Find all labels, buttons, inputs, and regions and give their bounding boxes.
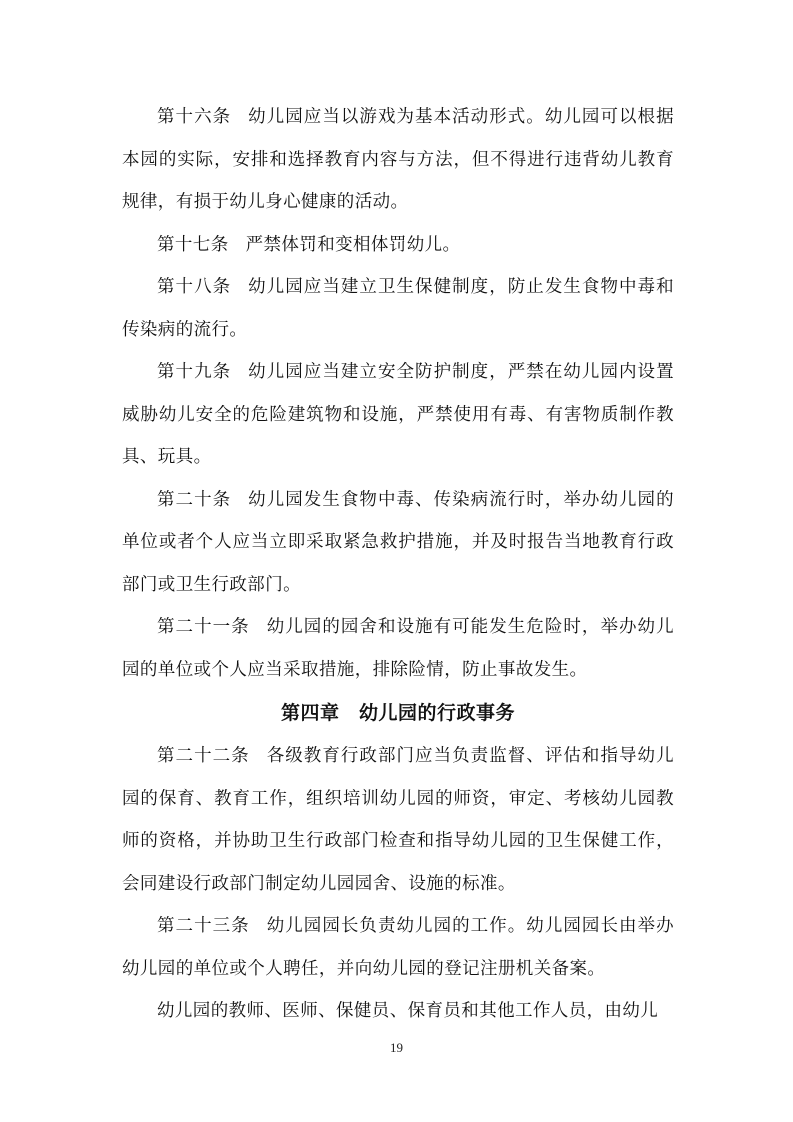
article-text: 幼儿园应当建立卫生保健制度，防止发生食物中毒和传染病的流行。 — [122, 277, 674, 340]
article-text: 幼儿园园长负责幼儿园的工作。幼儿园园长由举办幼儿园的单位或个人聘任，并向幼儿园的登记注册机关备案。 — [122, 916, 674, 979]
article-number: 第十八条 — [157, 277, 232, 297]
article-text: 幼儿园应当以游戏为基本活动形式。幼儿园可以根据本园的实际，安排和选择教育内容与方法，但不得进行违背幼儿教育规律，有损于幼儿身心健康的活动。 — [122, 107, 674, 212]
article-text: 严禁体罚和变相体罚幼儿。 — [245, 234, 461, 255]
article-text: 幼儿园发生食物中毒、传染病流行时，举办幼儿园的单位或者个人应当立即采取紧急救护措施，并及时报告当地教育行政部门或卫生行政部门。 — [122, 489, 674, 595]
article-23 — [122, 905, 674, 990]
article-number: 第十九条 — [157, 362, 232, 382]
article-number: 第十六条 — [157, 107, 232, 127]
article-17 — [122, 224, 674, 267]
page-number: 19 — [390, 1040, 403, 1055]
article-number: 第二十条 — [157, 489, 232, 510]
article-number: 第十七条 — [157, 234, 229, 255]
article-18 — [122, 266, 674, 351]
article-19 — [122, 351, 674, 479]
article-text: 各级教育行政部门应当负责监督、评估和指导幼儿园的保育、教育工作，组织培训幼儿园的师资，审定、考核幼儿园教师的资格，并协助卫生行政部门检查和指导幼儿园的卫生保健工作，会同建设行政部门制定幼儿园园舍、设施的标准。 — [122, 746, 674, 894]
document-body — [122, 96, 674, 1033]
article-text: 幼儿园应当建立安全防护制度，严禁在幼儿园内设置威胁幼儿安全的危险建筑物和设施，严禁使用有毒、有害物质制作教具、玩具。 — [122, 362, 674, 467]
article-number: 第二十三条 — [157, 916, 250, 936]
article-number: 第二十二条 — [157, 746, 250, 766]
article-21 — [122, 606, 674, 691]
article-22 — [122, 735, 674, 905]
paragraph-continued: 幼儿园的教师、医师、保健员、保育员和其他工作人员，由幼儿 — [157, 1001, 659, 1021]
chapter-heading: 第四章 幼儿园的行政事务 — [280, 702, 515, 724]
article-16 — [122, 96, 674, 224]
article-20 — [122, 479, 674, 607]
article-text: 幼儿园的园舍和设施有可能发生危险时，举办幼儿园的单位或个人应当采取措施，排除险情，防止事故发生。 — [122, 617, 674, 680]
article-number: 第二十一条 — [157, 617, 250, 637]
